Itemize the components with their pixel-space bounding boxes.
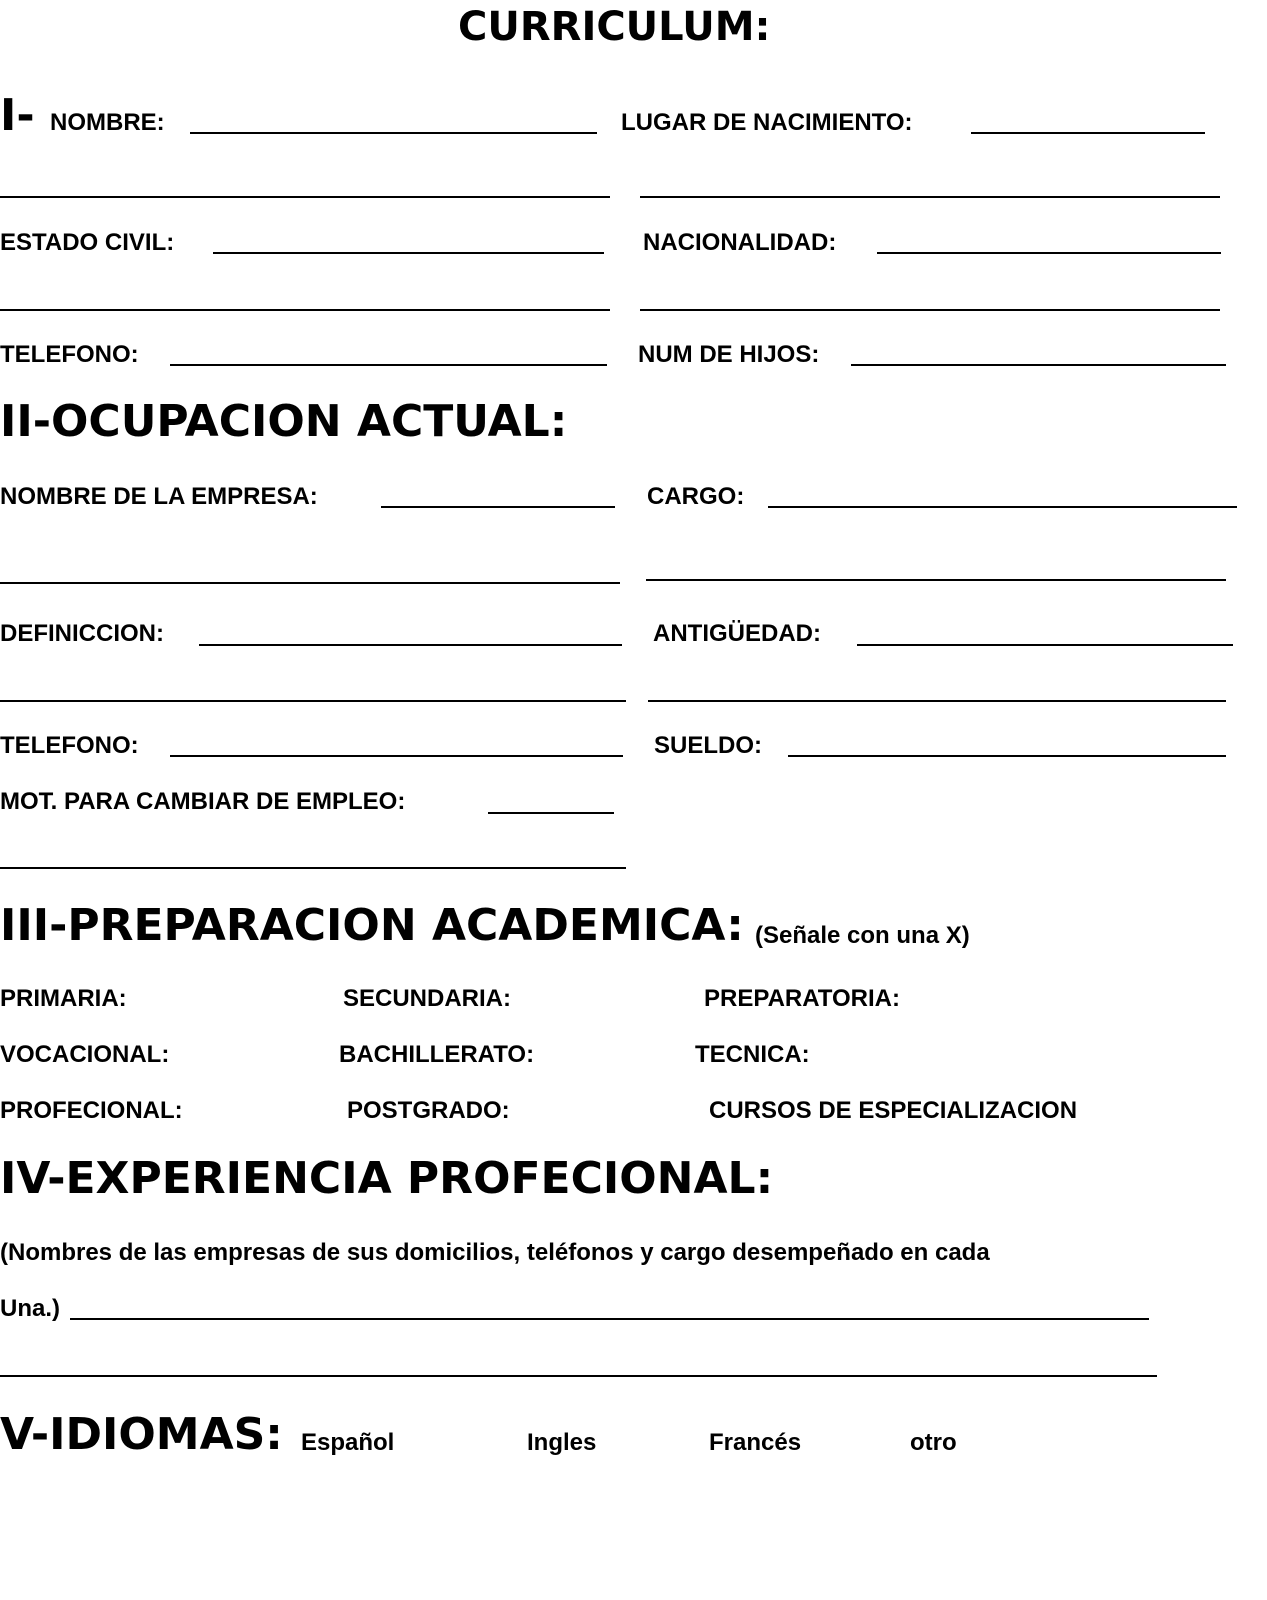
motivo-label: MOT. PARA CAMBIAR DE EMPLEO: <box>0 788 406 815</box>
nacionalidad-field-continuation[interactable] <box>640 309 1220 311</box>
cargo-field[interactable] <box>768 506 1237 508</box>
section-5-heading: V-IDIOMAS: <box>0 1409 283 1460</box>
page-title: CURRICULUM: <box>458 4 771 50</box>
antiguedad-field[interactable] <box>857 644 1233 646</box>
definiccion-label: DEFINICCION: <box>0 620 164 647</box>
antiguedad-field-continuation[interactable] <box>648 700 1226 702</box>
telefono-empresa-label: TELEFONO: <box>0 732 139 759</box>
nombre-empresa-field[interactable] <box>381 506 615 508</box>
definiccion-field[interactable] <box>199 644 622 646</box>
experiencia-instruction: (Nombres de las empresas de sus domicilios, teléfonos y cargo desempeñado en cada <box>0 1239 990 1266</box>
bachillerato-option[interactable]: BACHILLERATO: <box>339 1041 535 1068</box>
nacionalidad-label: NACIONALIDAD: <box>643 229 837 256</box>
sueldo-field[interactable] <box>788 755 1226 757</box>
telefono-label: TELEFONO: <box>0 341 139 368</box>
experiencia-field[interactable] <box>70 1318 1149 1320</box>
lugar-nacimiento-field[interactable] <box>971 132 1205 134</box>
nombre-empresa-label: NOMBRE DE LA EMPRESA: <box>0 483 318 510</box>
motivo-field-continuation[interactable] <box>0 867 626 869</box>
nombre-field[interactable] <box>190 132 597 134</box>
num-hijos-field[interactable] <box>851 364 1226 366</box>
profecional-option[interactable]: PROFECIONAL: <box>0 1097 183 1124</box>
estado-civil-label: ESTADO CIVIL: <box>0 229 175 256</box>
secundaria-option[interactable]: SECUNDARIA: <box>343 985 511 1012</box>
section-1-heading: I- <box>0 90 35 141</box>
section-2-heading: II-OCUPACION ACTUAL: <box>0 396 568 447</box>
num-hijos-label: NUM DE HIJOS: <box>638 341 820 368</box>
postgrado-option[interactable]: POSTGRADO: <box>347 1097 510 1124</box>
lugar-nacimiento-field-continuation[interactable] <box>640 196 1220 198</box>
idioma-espanol-option[interactable]: Español <box>301 1429 395 1456</box>
estado-civil-field[interactable] <box>213 252 604 254</box>
nombre-label: NOMBRE: <box>50 109 165 136</box>
section-3-note: (Señale con una X) <box>755 922 970 949</box>
nacionalidad-field[interactable] <box>877 252 1221 254</box>
antiguedad-label: ANTIGÜEDAD: <box>653 620 821 647</box>
cargo-label: CARGO: <box>647 483 745 510</box>
estado-civil-field-continuation[interactable] <box>0 309 610 311</box>
primaria-option[interactable]: PRIMARIA: <box>0 985 127 1012</box>
experiencia-instruction-end: Una.) <box>0 1295 60 1322</box>
nombre-empresa-field-continuation[interactable] <box>0 582 620 584</box>
tecnica-option[interactable]: TECNICA: <box>695 1041 810 1068</box>
telefono-empresa-field[interactable] <box>170 755 623 757</box>
cursos-option[interactable]: CURSOS DE ESPECIALIZACION <box>709 1097 1078 1124</box>
preparatoria-option[interactable]: PREPARATORIA: <box>704 985 901 1012</box>
idioma-frances-option[interactable]: Francés <box>709 1429 802 1456</box>
vocacional-option[interactable]: VOCACIONAL: <box>0 1041 170 1068</box>
idioma-ingles-option[interactable]: Ingles <box>527 1429 597 1456</box>
idioma-otro-option[interactable]: otro <box>910 1429 957 1456</box>
nombre-field-continuation[interactable] <box>0 196 610 198</box>
lugar-nacimiento-label: LUGAR DE NACIMIENTO: <box>621 109 913 136</box>
cargo-field-continuation[interactable] <box>646 579 1226 581</box>
telefono-field[interactable] <box>170 364 607 366</box>
definiccion-field-continuation[interactable] <box>0 700 626 702</box>
motivo-field[interactable] <box>488 812 614 814</box>
experiencia-field-continuation[interactable] <box>0 1375 1157 1377</box>
section-3-heading: III-PREPARACION ACADEMICA: <box>0 900 744 951</box>
sueldo-label: SUELDO: <box>654 732 762 759</box>
section-4-heading: IV-EXPERIENCIA PROFECIONAL: <box>0 1153 774 1204</box>
